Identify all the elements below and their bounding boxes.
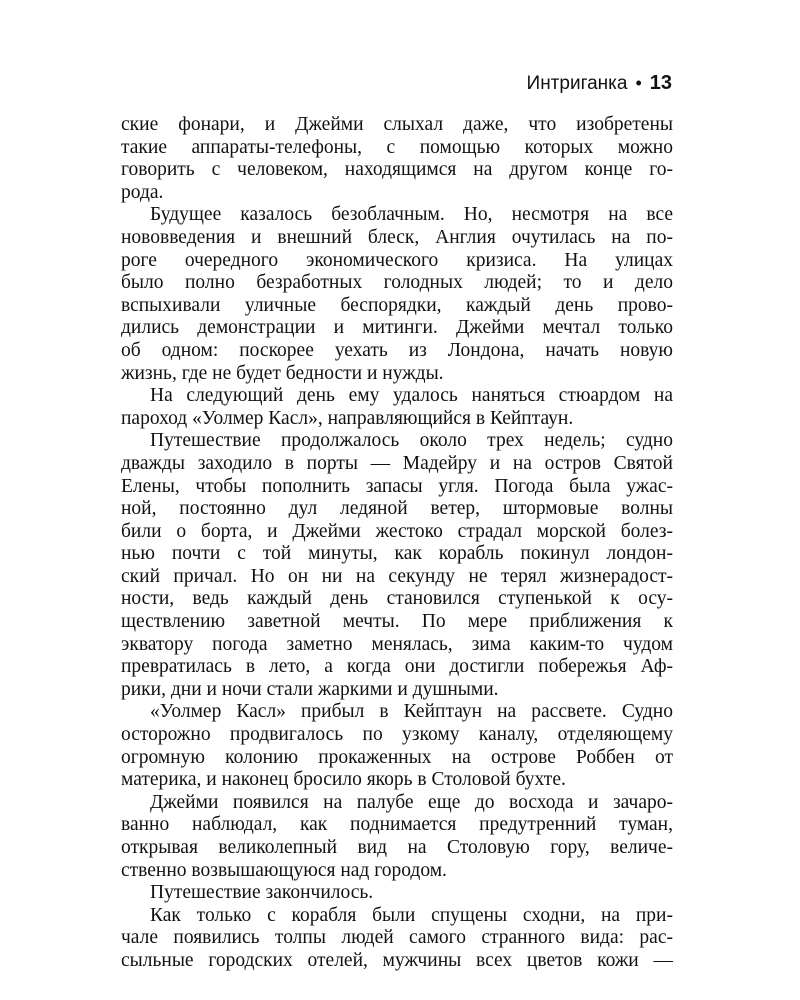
text-line: экватору погода заметно менялась, зима каким-то чудом — [121, 633, 673, 655]
text-line: ские фонари, и Джейми слыхал даже, что изобретены — [121, 114, 673, 135]
text-line: осторожно продвигалось по узкому каналу, отделяющему — [121, 724, 673, 746]
page-number: 13 — [649, 72, 672, 94]
text-line: материка, и наконец бросило якорь в Столовой бухте. — [121, 769, 566, 791]
text-line: говорить с человеком, находящимся на другом конце го- — [121, 159, 673, 181]
text-line: ванно наблюдал, как поднимается предутренний туман, — [121, 814, 673, 836]
text-line: открывая великолепный вид на Столовую гору, величе- — [121, 837, 673, 858]
text-line: вспыхивали уличные беспорядки, каждый день прово- — [121, 294, 673, 316]
text-line: ственно возвышающуюся над городом. — [121, 859, 447, 881]
text-line: нью почти с той минуты, как корабль покинул лондон- — [121, 543, 673, 565]
text-line: ной, постоянно дул ледяной ветер, штормовые волны — [121, 498, 673, 520]
text-line: Будущее казалось безоблачным. Но, несмотря на все — [150, 204, 673, 226]
text-line: Путешествие закончилось. — [150, 882, 374, 904]
text-line: ществлению заветной мечты. По мере приближения к — [121, 611, 673, 633]
text-line: били о борта, и Джейми жестоко страдал морской болез- — [121, 520, 673, 542]
text-line: «Уолмер Касл» прибыл в Кейптаун на рассвете. Судно — [150, 701, 673, 723]
text-line: На следующий день ему удалось наняться стюардом на — [150, 385, 673, 407]
text-line: чале появились толпы людей самого странного вида: рас- — [121, 927, 673, 949]
text-line: дважды заходило в порты — Мадейру и на остров Святой — [121, 452, 673, 474]
text-line: такие аппараты-телефоны, с помощью которых можно — [121, 136, 673, 158]
text-line: ский причал. Но он ни на секунду не терял жизнерадост- — [121, 565, 673, 587]
text-line: сыльные городских отелей, мужчины всех цветов кожи — — [121, 949, 673, 971]
text-line: ности, ведь каждый день становился ступенькой к осу- — [121, 588, 673, 610]
text-line: жизнь, где не будет бедности и нужды. — [121, 362, 444, 384]
text-line: Джейми появился на палубе еще до восхода и зачаро- — [150, 791, 673, 813]
text-line: рода. — [121, 181, 164, 203]
text-line: Как только с корабля были спущены сходни, на при- — [150, 904, 673, 926]
header-separator: • — [635, 73, 642, 93]
book-title: Интриганка — [526, 73, 628, 94]
text-line: огромную колонию прокаженных на острове Роббен от — [121, 746, 673, 768]
text-line: рики, дни и ночи стали жаркими и душными. — [121, 678, 499, 700]
text-line: об одном: поскорее уехать из Лондона, начать новую — [121, 339, 673, 361]
running-head — [527, 72, 672, 95]
text-line: Елены, чтобы пополнить запасы угля. Погода была ужас- — [121, 475, 673, 497]
body-text — [121, 114, 673, 973]
text-line: Путешествие продолжалось около трех недель; судно — [150, 430, 673, 452]
text-line: пароход «Уолмер Касл», направляющийся в Кейптаун. — [121, 407, 574, 429]
text-line: роге очередного экономического кризиса. На улицах — [121, 249, 673, 271]
text-line: дились демонстрации и митинги. Джейми мечтал только — [121, 317, 673, 339]
text-line: нововведения и внешний блеск, Англия очутилась на по- — [121, 226, 673, 248]
text-line: было полно безработных голодных людей; то и дело — [121, 272, 673, 294]
text-line: превратилась в лето, а когда они достигли побережья Аф- — [121, 656, 673, 678]
